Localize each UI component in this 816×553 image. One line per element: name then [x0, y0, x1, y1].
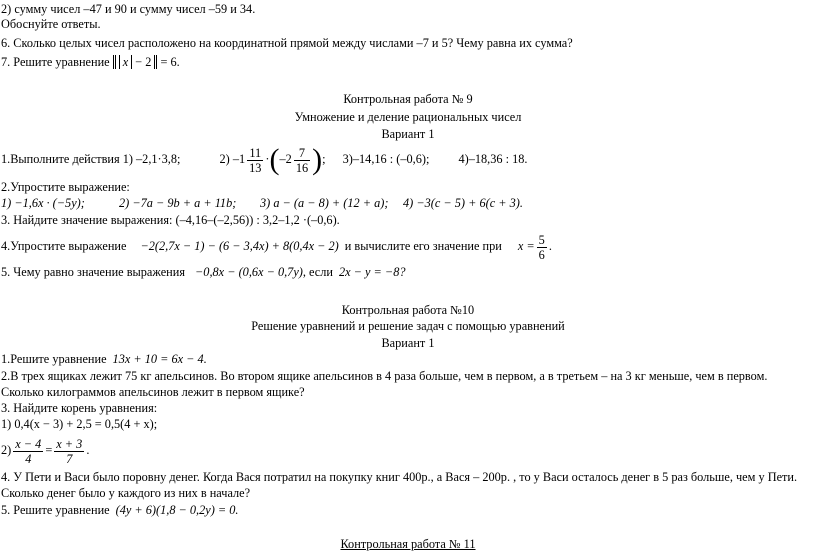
line-justify: Обоснуйте ответы.	[1, 17, 101, 31]
kr9-q1-b: 2) –1 $\frac{11}{13}$ ·(–2 $\frac{7}{16}$ );	[219, 143, 326, 177]
kr9-q2-2: 2) −7a − 9b + a + 11b;	[119, 196, 237, 210]
kr9-title: Контрольная работа № 9	[343, 92, 473, 106]
kr10-q4-l2: Сколько денег было у каждого из них в начале?	[1, 486, 251, 500]
kr9-q1-d: 4)–18,36 : 18.	[458, 152, 528, 166]
kr10-q5: 5. Решите уравнение (4y + 6)(1,8 − 0,2y) = 0.	[1, 503, 239, 517]
kr10-q3-2: 2) $\frac{x - 4}{4}$ = $\frac{x + 3}{7}$ .	[1, 436, 90, 466]
kr10-variant: Вариант 1	[381, 336, 435, 350]
kr10-q2-l2: Сколько килограммов апельсинов лежит в первом ящике?	[1, 385, 305, 399]
kr9-q5: 5. Чему равно значение выражения −0,8x − (0,6x − 0,7y), если 2x − y = −8?	[1, 265, 406, 279]
kr10-q4-l1: 4. У Пети и Васи было поровну денег. Когда Вася потратил на покупку книг 400р., а Вася – 200р. , то у Васи осталось денег в 5 раз больше, чем у Пети.	[1, 470, 798, 484]
kr9-q2-items	[1, 196, 523, 211]
kr9-q2-head: 2.Упростите выражение:	[1, 180, 130, 194]
kr9-q2-4: 4) −3(c − 5) + 6(c + 3).	[403, 196, 523, 210]
kr9-q1	[1, 142, 527, 176]
kr9-q2-3: 3) a − (a − 8) + (12 + a);	[260, 196, 389, 210]
kr11-title: Контрольная работа № 11	[340, 537, 476, 551]
kr9-q2-1: 1) −1,6x · (−5y);	[1, 196, 85, 210]
kr9-q4: 4.Упростите выражение −2(2,7x − 1) − (6 − 3,4x) + 8(0,4x − 2) и вычислите его значение при x = $\frac{5}{6}$ .	[1, 232, 552, 262]
fraction: $\frac{x + 3}{7}$	[56, 436, 83, 466]
fraction: $\frac{x - 4}{4}$	[15, 436, 42, 466]
kr9-q1-c: 3)–14,16 : (–0,6);	[342, 152, 430, 166]
kr9-q1-lead: 1.Выполните действия 1) –2,1·3,8;	[1, 152, 181, 166]
kr9-q3: 3. Найдите значение выражения: (–4,16–(–2,56)) : 3,2–1,2 ·(–0,6).	[1, 213, 340, 227]
kr10-q3-1: 1) 0,4(x − 3) + 2,5 = 0,5(4 + x);	[1, 417, 158, 431]
kr10-title: Контрольная работа №10	[341, 303, 475, 317]
line-task-7	[1, 55, 180, 70]
fraction: $\frac{5}{6}$	[538, 232, 545, 262]
task-7-eq: = 6.	[160, 55, 180, 69]
kr10-q1: 1.Решите уравнение 13x + 10 = 6x − 4.	[1, 352, 207, 366]
line-task-6: 6. Сколько целых чисел расположено на координатной прямой между числами –7 и 5? Чему равна их сумма?	[1, 36, 573, 50]
kr10-q3-head: 3. Найдите корень уравнения:	[1, 401, 158, 415]
kr10-q2-l1: 2.В трех ящиках лежит 75 кг апельсинов. Во втором ящике апельсинов в 4 раза больше, чем в первом, а в третьем – на 3 кг меньше, чем в первом.	[1, 369, 768, 383]
task-7-text: 7. Решите уравнение	[1, 55, 110, 69]
task-7-inner-abs: x	[119, 55, 132, 69]
task-7-outer-abs: x − 2	[113, 55, 158, 69]
kr9-variant: Вариант 1	[381, 127, 435, 141]
fraction: $\frac{7}{16}$	[295, 145, 309, 175]
kr9-subtitle: Умножение и деление рациональных чисел	[294, 110, 522, 124]
kr10-subtitle: Решение уравнений и решение задач с помощью уравнений	[251, 319, 565, 333]
line-sum-task: 2) сумму чисел –47 и 90 и сумму чисел –59 и 34.	[1, 2, 256, 16]
fraction: $\frac{11}{13}$	[249, 145, 262, 175]
